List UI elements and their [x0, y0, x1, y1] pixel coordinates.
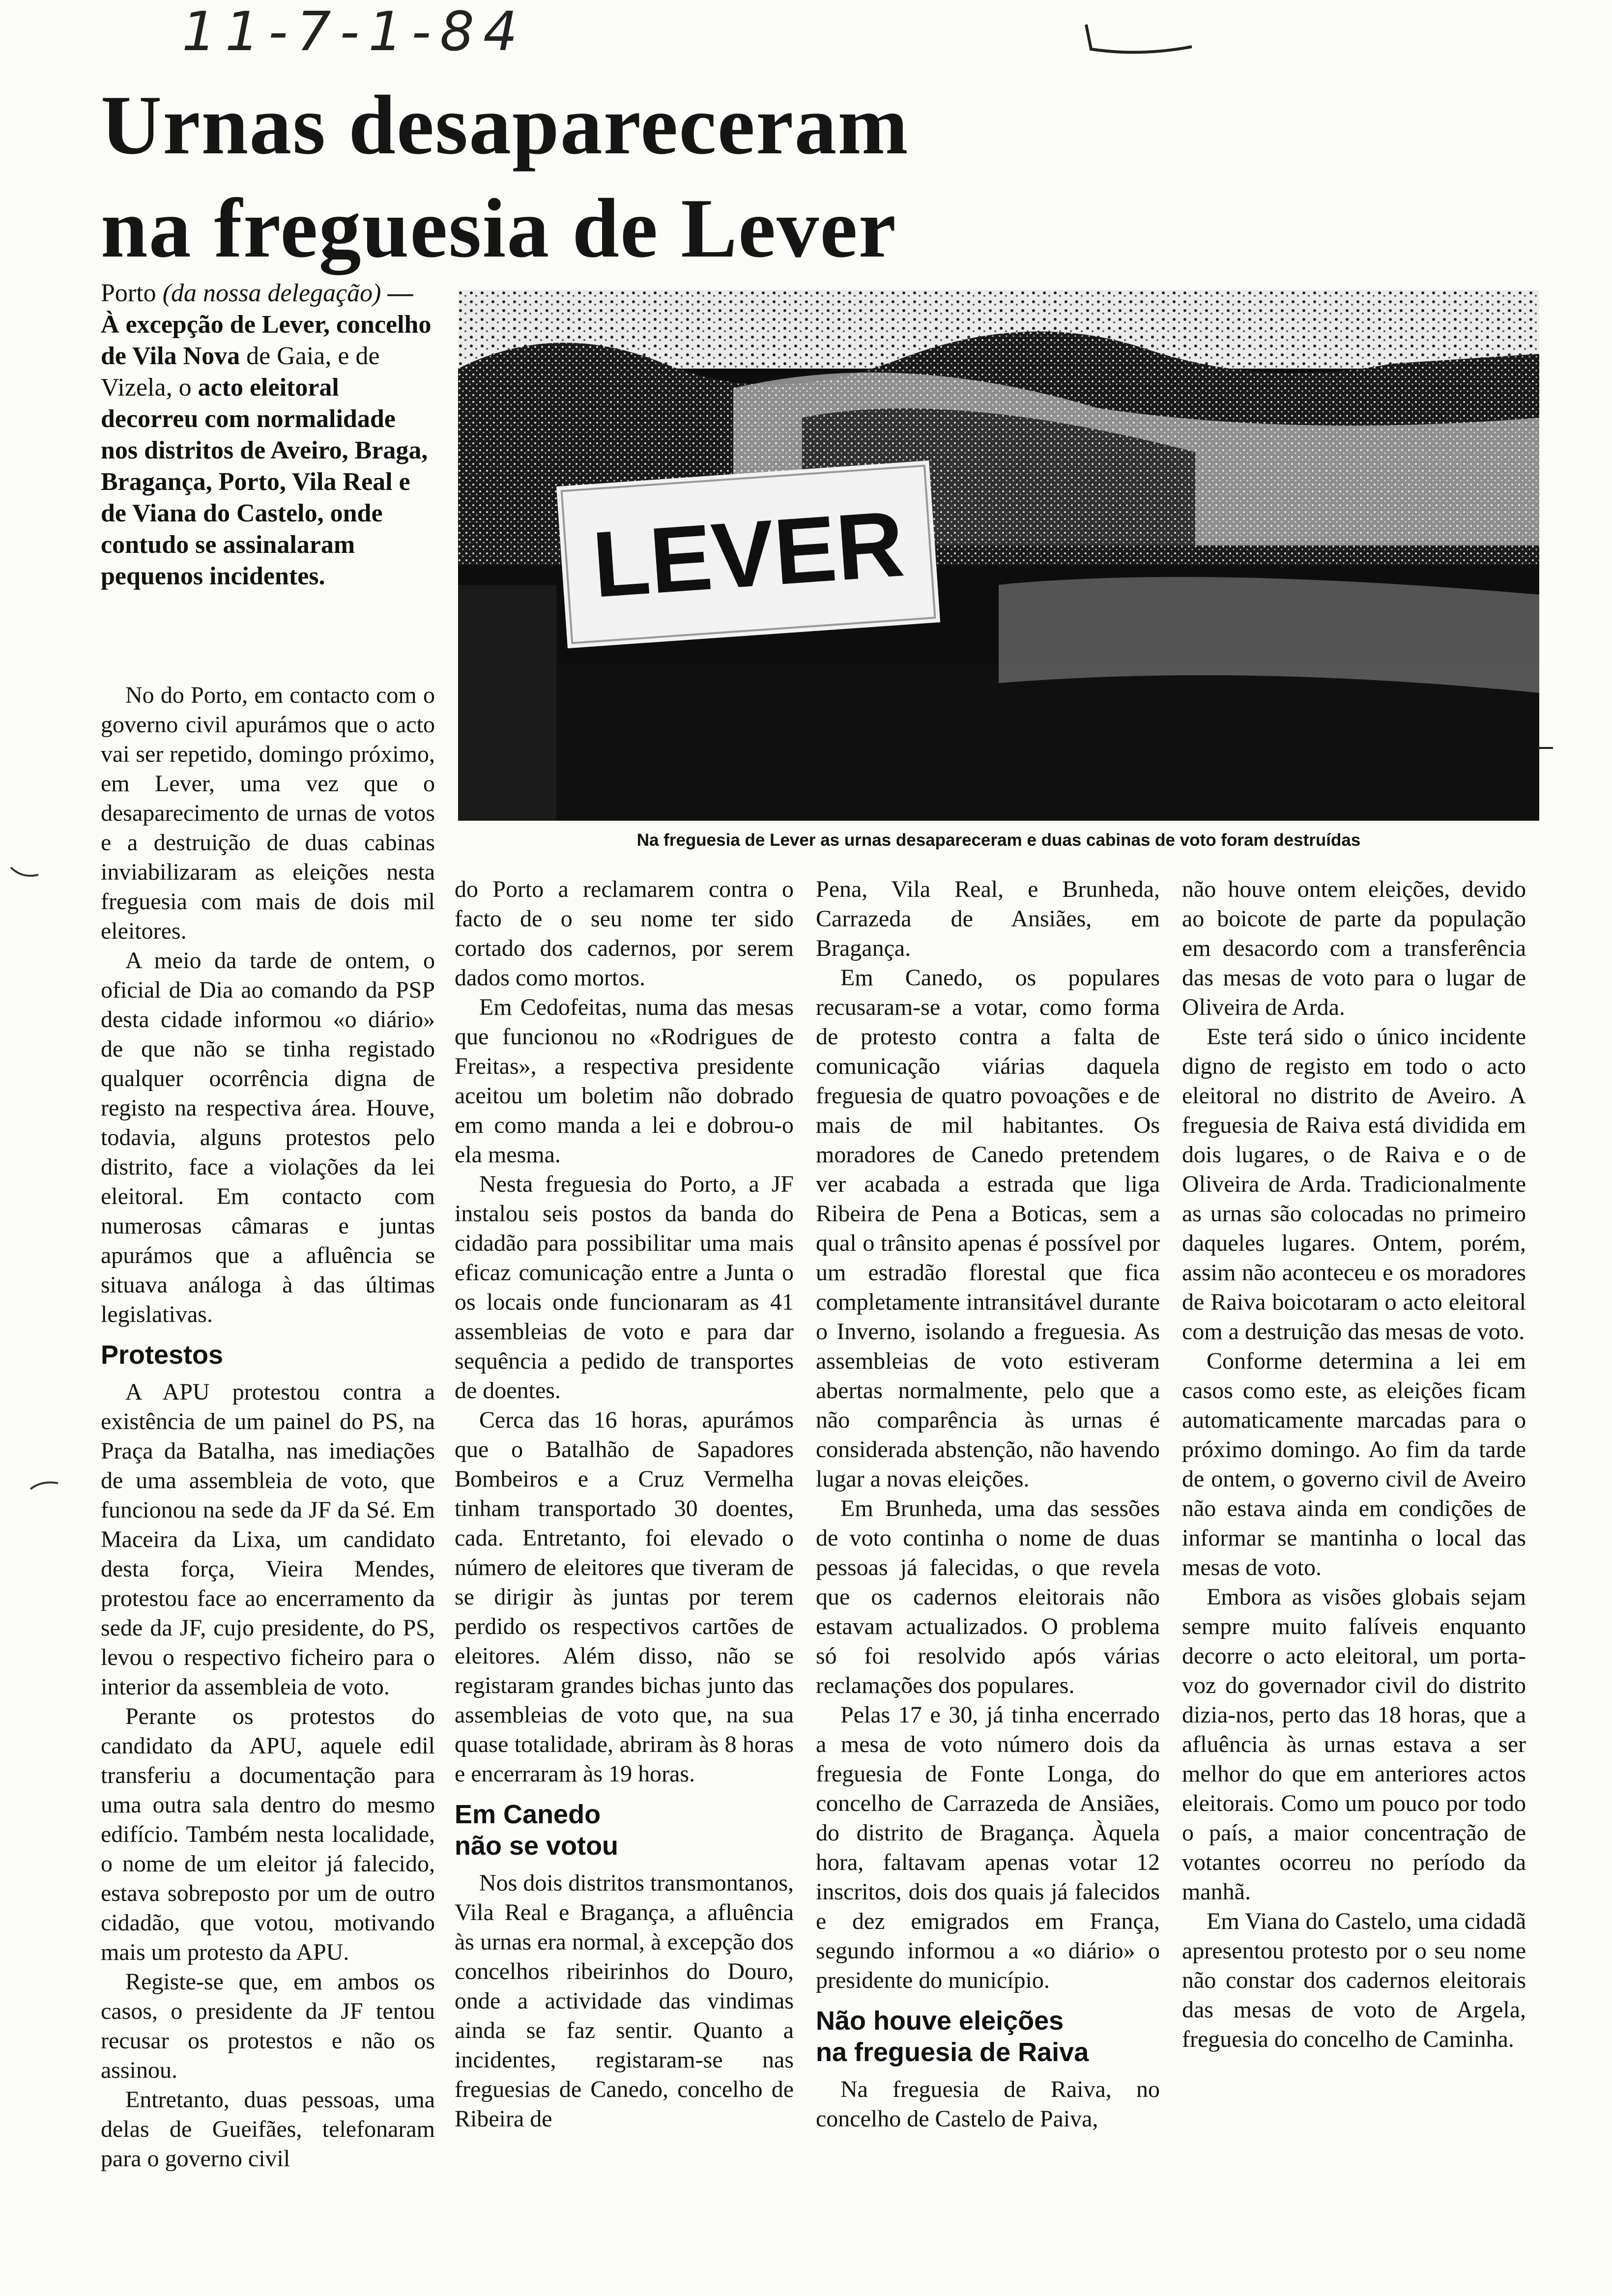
- dateline: Porto (da nossa delegação): [101, 279, 381, 307]
- paragraph: Entretanto, duas pessoas, uma delas de Gueifães, telefonaram para o governo civil: [101, 2087, 435, 2172]
- headline-line-1: Urnas desapareceram: [101, 79, 909, 172]
- headline: [101, 74, 1035, 280]
- subheading-canedo: Em Canedo não se votou: [455, 1800, 619, 1861]
- paragraph: Na freguesia de Raiva, no concelho de Castelo de Paiva,: [816, 2076, 1160, 2132]
- lead-text-b: de Gaia, e de Vizela, o: [101, 342, 380, 402]
- paragraph: Este terá sido o único incidente digno de registo em todo o acto eleitoral no distrito de Aveiro. A freguesia de Raiva está dividida em dois lugares, o de Raiva e o de Oliveira de Arda. Tradicionalmente as urnas são colocadas no primeiro daqueles lugares. Ontem, porém, assim não aconteceu e os moradores de Raiva boicotaram o acto eleitoral com a destruição das mesas de voto.: [1182, 1024, 1526, 1345]
- margin-mark: [29, 1479, 59, 1494]
- article-column-3: [816, 875, 1160, 2134]
- photo-sign-text: LEVER: [589, 491, 907, 617]
- subheading-protestos: Protestos: [101, 1340, 224, 1370]
- scan-edge-mark: [1538, 747, 1553, 749]
- paragraph: Em Brunheda, uma das sessões de voto continha o nome de duas pessoas já falecidas, o que revela que os cadernos eleitorais não estavam actualizados. O problema só foi resolvido após várias reclamações dos populares.: [816, 1495, 1160, 1698]
- paragraph: Conforme determina a lei em casos como este, as eleições ficam automaticamente marcadas para o próximo domingo. Ao fim da tarde de ontem, o governo civil de Aveiro não estava ainda em condições de informar se mantinha o local das mesas de voto.: [1182, 1348, 1526, 1580]
- paragraph: Em Cedofeitas, numa das mesas que funcionou no «Rodrigues de Freitas», a respectiva presidente aceitou um boletim não dobrado em como manda a lei e dobrou-o ela mesma.: [455, 994, 794, 1168]
- paragraph: do Porto a reclamarem contra o facto de o seu nome ter sido cortado dos cadernos, por serem dados como mortos.: [455, 876, 794, 991]
- paragraph: Nos dois distritos transmontanos, Vila Real e Bragança, a afluência às urnas era normal, à excepção dos concelhos ribeirinhos do Douro, onde a actividade das vindimas ainda se faz sentir. Quanto a incidentes, registaram-se nas freguesias de Canedo, concelho de Ribeira de: [455, 1870, 794, 2132]
- paragraph: Pena, Vila Real, e Brunheda, Carrazeda de Ansiães, em Bragança.: [816, 876, 1160, 961]
- paragraph: Cerca das 16 horas, apurámos que o Batalhão de Sapadores Bombeiros e a Cruz Vermelha tinham transportado 30 doentes, cada. Entretanto, foi elevado o número de eleitores que tiveram de se dirigir às juntas por terem perdido os respectivos cartões de eleitores. Além disso, não se registaram grandes bichas junto das assembleias de voto que, na sua quase totalidade, abriram às 8 horas e encerraram às 19 horas.: [455, 1407, 794, 1787]
- paragraph: A meio da tarde de ontem, o oficial de Dia ao comando da PSP desta cidade informou «o diário» de que não se tinha registado qualquer ocorrência digna de registo na respectiva área. Houve, todavia, alguns protestos pelo distrito, face a violações da lei eleitoral. Em contacto com numerosas câmaras e juntas apurámos que a afluência se situava análoga à das últimas legislativas.: [101, 947, 435, 1327]
- article-column-4: [1182, 875, 1526, 2054]
- article-column-2: [455, 875, 794, 2134]
- paragraph: No do Porto, em contacto com o governo civil apurámos que o acto vai ser repetido, domingo próximo, em Lever, uma vez que o desaparecimento de urnas de votos e a destruição de duas cabinas inviabilizaram as eleições nesta freguesia com mais de dois mil eleitores.: [101, 682, 435, 944]
- paragraph: A APU protestou contra a existência de um painel do PS, na Praça da Batalha, nas imediações de uma assembleia de voto, que funcionou na sede da JF da Sé. Em Maceira da Lixa, um candidato desta força, Vieira Mendes, protestou face ao encerramento da sede da JF, cujo presidente, do PS, levou o respectivo ficheiro para o interior da assembleia de voto.: [101, 1379, 435, 1700]
- handwritten-mark: [1081, 20, 1194, 59]
- paragraph: Registe-se que, em ambos os casos, o presidente da JF tentou recusar os protestos e não os assinou.: [101, 1969, 435, 2083]
- headline-line-2: na freguesia de Lever: [101, 182, 897, 275]
- paragraph: Pelas 17 e 30, já tinha encerrado a mesa de voto número dois da freguesia de Fonte Longa, do concelho de Carrazeda de Ansiães, do distrito de Bragança. Àquela hora, faltavam apenas votar 12 inscritos, dois dos quais já falecidos e dez emigrados em França, segundo informou a «o diário» o presidente do município.: [816, 1702, 1160, 1993]
- subheading-raiva: Não houve eleições na freguesia de Raiva: [816, 2006, 1089, 2067]
- lead-text-c: acto eleitoral decorreu com normalidade nos distritos de Aveiro, Braga, Bragança, Porto, Vila Real e de Viana do Castelo, onde contudo se assinalaram pequenos incidentes.: [101, 373, 428, 590]
- margin-mark: [10, 865, 39, 880]
- lead-paragraph: [101, 278, 435, 592]
- paragraph: Perante os protestos do candidato da APU, aquele edil transferiu a documentação para uma outra sala dentro do mesmo edifício. Também nesta localidade, o nome de um eleitor já falecido, estava sobreposto por um de outro cidadão, que votou, motivando mais um protesto da APU.: [101, 1703, 435, 1965]
- paragraph: Embora as visões globais sejam sempre muito falíveis enquanto decorre o acto eleitoral, um porta-voz do governador civil do distrito dizia-nos, perto das 18 horas, que a afluência às urnas estava a ser melhor do que em anteriores actos eleitorais. Como um pouco por todo o país, a maior concentração de votantes ocorreu no período da manhã.: [1182, 1584, 1526, 1905]
- article-column-1: [101, 681, 435, 2174]
- paragraph: Em Viana do Castelo, uma cidadã apresentou protesto por o seu nome não constar dos cadernos eleitorais das mesas de voto de Argela, freguesia do concelho de Caminha.: [1182, 1908, 1526, 2052]
- news-photo: [458, 290, 1539, 821]
- lead-text-a: — À excepção de Lever, concelho de Vila Nova: [101, 279, 432, 370]
- paragraph: não houve ontem eleições, devido ao boicote de parte da população em desacordo com a transferência das mesas de voto para o lugar de Oliveira de Arda.: [1182, 876, 1526, 1020]
- photo-caption: Na freguesia de Lever as urnas desapareceram e duas cabinas de voto foram destruídas: [636, 831, 1361, 850]
- paragraph: Nesta freguesia do Porto, a JF instalou seis postos da banda do cidadão para possibilitar uma mais eficaz comunicação entre a Junta o os locais onde funcionaram as 41 assembleias de voto e para dar sequência a pedido de transportes de doentes.: [455, 1171, 794, 1404]
- paragraph: Em Canedo, os populares recusaram-se a votar, como forma de protesto contra a falta de comunicação viárias daquela freguesia de quatro povoações e de mais de mil habitantes. Os moradores de Canedo pretendem ver acabada a estrada que liga Ribeira de Pena a Boticas, sem a qual o trânsito apenas é possível por um estradão florestal que fica completamente intransitável durante o Inverno, isolando a freguesia. As assembleias de voto estiveram abertas normalmente, pelo que a não comparência às urnas é considerada abstenção, não havendo lugar a novas eleições.: [816, 965, 1160, 1492]
- handwritten-date: 11-7-1-84: [182, 0, 526, 63]
